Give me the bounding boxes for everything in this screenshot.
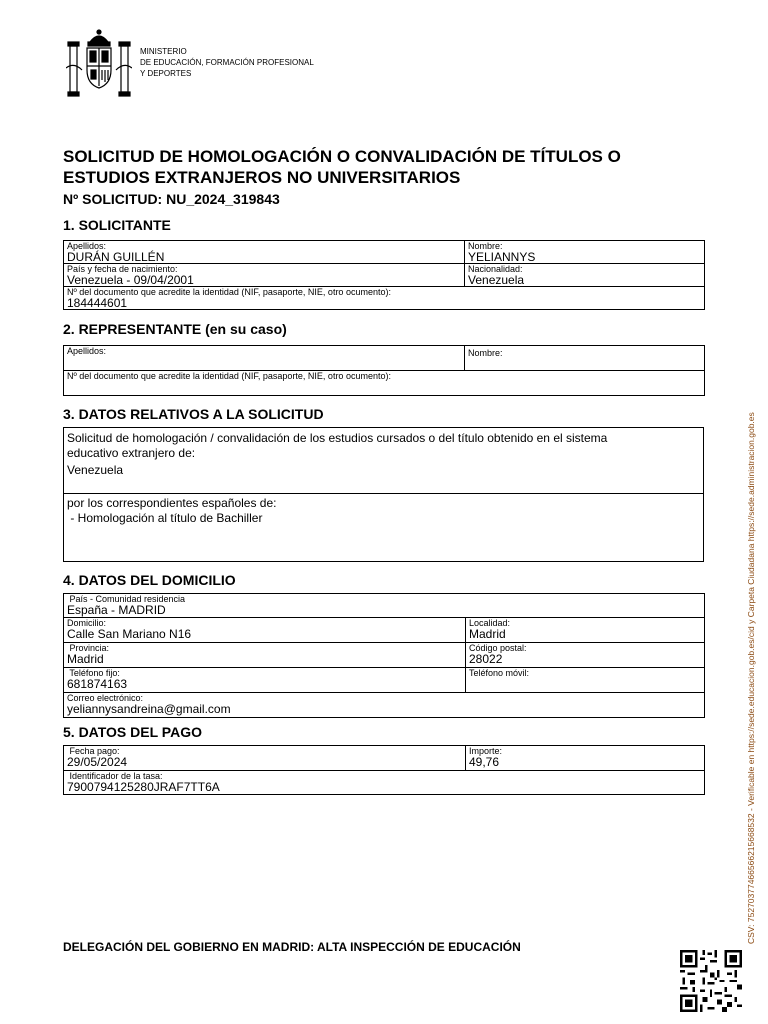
request-number: Nº SOLICITUD: NU_2024_319843	[63, 191, 280, 207]
request-studies-box	[63, 427, 704, 494]
applicant-birth-field: País y fecha de nacimiento: Venezuela - 09/04/2001	[64, 264, 465, 287]
representative-table	[63, 345, 705, 396]
request-equivalent-value: - Homologación al título de Bachiller	[67, 511, 263, 525]
applicant-id-field: Nº del documento que acredite la identidad (NIF, pasaporte, NIE, otro ocumento): 184444601	[64, 287, 705, 310]
section-title-payment: 5. DATOS DEL PAGO	[63, 724, 202, 740]
address-postal-field: Código postal: 28022	[466, 643, 705, 668]
document-title: SOLICITUD DE HOMOLOGACIÓN O CONVALIDACIÓN DE TÍTULOS O ESTUDIOS EXTRANJEROS NO UNIVERSITARIOS	[63, 147, 621, 187]
address-country-field: País - Comunidad residencia España - MADRID	[64, 594, 705, 618]
coat-of-arms-icon	[66, 28, 132, 98]
address-town-field: Localidad: Madrid	[466, 618, 705, 643]
address-table	[63, 593, 705, 718]
section-title-applicant: 1. SOLICITANTE	[63, 217, 171, 233]
payment-fee-id-field: Identificador de la tasa: 7900794125280JRAF7TT6A	[64, 771, 705, 795]
applicant-name-field: Nombre: YELIANNYS	[465, 241, 705, 264]
payment-amount-field: Importe: 49,76	[466, 746, 705, 771]
address-phone-field: Teléfono fijo: 681874163	[64, 668, 466, 693]
payment-date-field: Fecha pago: 29/05/2024	[64, 746, 466, 771]
address-province-field: Provincia: Madrid	[64, 643, 466, 668]
applicant-table	[63, 240, 705, 310]
section-title-request: 3. DATOS RELATIVOS A LA SOLICITUD	[63, 406, 324, 422]
section-title-representative: 2. REPRESENTANTE (en su caso)	[63, 321, 287, 337]
address-street-field: Domicilio: Calle San Mariano N16	[64, 618, 466, 643]
request-text-line1: Solicitud de homologación / convalidación de los estudios cursados o del título obtenido en el sistema	[67, 431, 608, 445]
applicant-surnames-field: Apellidos: DURÁN GUILLÉN	[64, 241, 465, 264]
csv-verification-text: CSV: 75270377466566215668532 - Verificable en https://sede.educacion.gob.es/cid y Carpeta Ciudadana https://sede.administracion.gob.es	[746, 412, 756, 944]
ministry-name: MINISTERIO DE EDUCACIÓN, FORMACIÓN PROFESIONAL Y DEPORTES	[140, 47, 314, 78]
request-equivalent-box	[63, 493, 704, 562]
payment-table	[63, 745, 705, 795]
address-email-field: Correo electrónico: yeliannysandreina@gmail.com	[64, 693, 705, 718]
request-country: Venezuela	[67, 463, 124, 477]
qr-code-icon	[680, 950, 742, 1012]
address-mobile-field: Teléfono móvil:	[466, 668, 705, 693]
representative-id-field: Nº del documento que acredite la identidad (NIF, pasaporte, NIE, otro ocumento):	[64, 371, 705, 396]
applicant-nationality-field: Nacionalidad: Venezuela	[465, 264, 705, 287]
representative-name-field: Nombre:	[465, 346, 705, 371]
footer-delegation: DELEGACIÓN DEL GOBIERNO EN MADRID: ALTA INSPECCIÓN DE EDUCACIÓN	[63, 940, 521, 954]
request-text-line2: educativo extranjero de:	[67, 446, 196, 460]
representative-surnames-field: Apellidos:	[64, 346, 465, 371]
section-title-address: 4. DATOS DEL DOMICILIO	[63, 572, 236, 588]
request-equivalent-label: por los correspondientes españoles de:	[67, 496, 277, 510]
